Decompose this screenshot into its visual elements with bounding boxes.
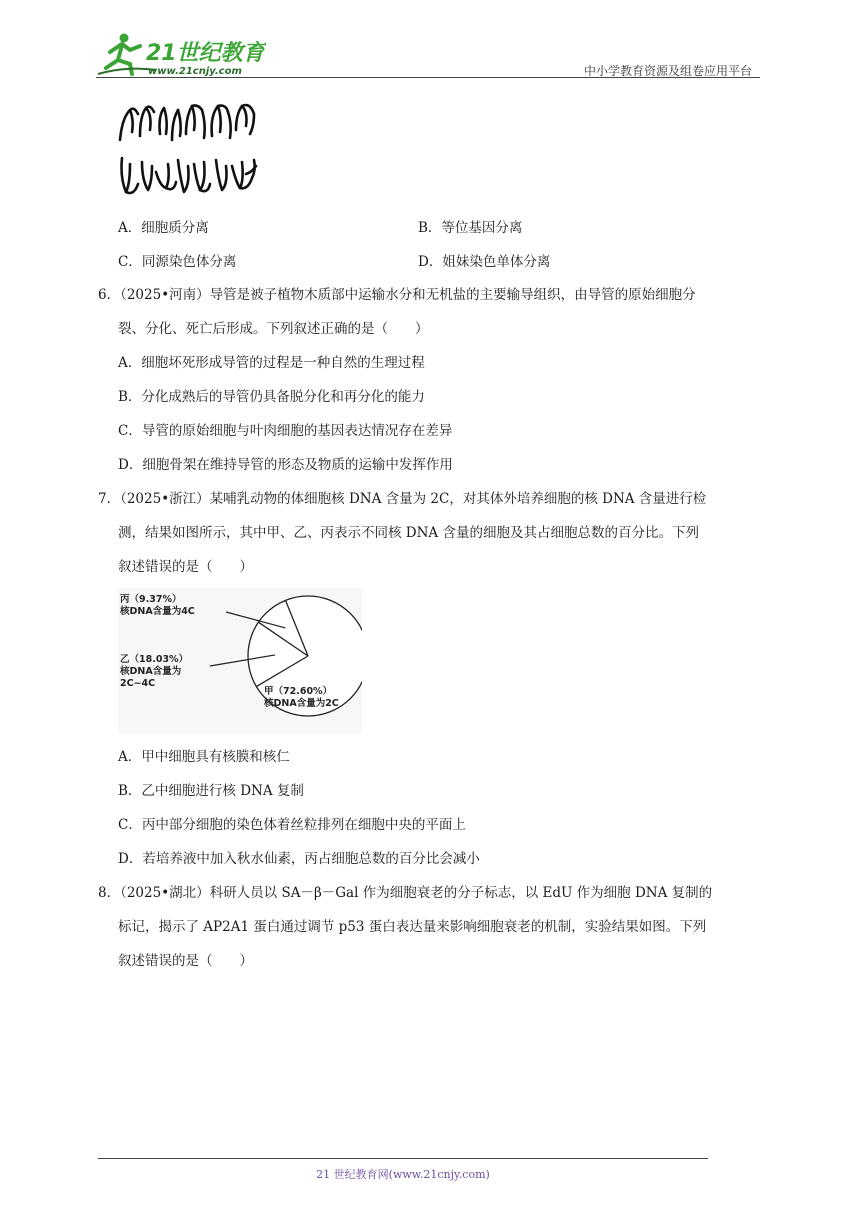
q5-option-a: A．细胞质分离 xyxy=(118,220,209,236)
q7-option-d: D．若培养液中加入秋水仙素，丙占细胞总数的百分比会减小 xyxy=(118,851,480,867)
q6-stem-line2: 裂、分化、死亡后形成。下列叙述正确的是（ ） xyxy=(118,321,429,337)
label-yi-line2: 核DNA含量为 xyxy=(120,666,182,677)
svg-text:www.21cnjy.com: www.21cnjy.com xyxy=(148,66,242,77)
platform-name: 中小学教育资源及组卷应用平台 xyxy=(583,64,752,78)
q6-stem-line1: 6．（2025•河南）导管是被子植物木质部中运输水分和无机盐的主要输导组织，由导管的原始细胞分 xyxy=(98,287,696,303)
logo-graphic xyxy=(96,30,266,78)
chromosome-figure xyxy=(116,100,261,200)
label-bing-line1: 丙（9.37%） xyxy=(120,594,182,605)
q5-option-d: D．姐妹染色单体分离 xyxy=(418,254,551,270)
q6-option-d: D．细胞骨架在维持导管的形态及物质的运输中发挥作用 xyxy=(118,457,453,473)
label-bing xyxy=(120,594,195,618)
q5-option-b: B．等位基因分离 xyxy=(418,220,523,236)
q8-stem-line2: 标记，揭示了 AP2A1 蛋白通过调节 p53 蛋白表达量来影响细胞衰老的机制，实验结果如图。下列 xyxy=(118,919,707,935)
q7-option-a: A．甲中细胞具有核膜和核仁 xyxy=(118,749,290,765)
q6-option-c: C．导管的原始细胞与叶肉细胞的基因表达情况存在差异 xyxy=(118,423,453,439)
label-yi-line3: 2C~4C xyxy=(120,678,156,689)
chromosome-drawing xyxy=(116,100,261,200)
page-header xyxy=(96,30,760,80)
q7-option-c: C．丙中部分细胞的染色体着丝粒排列在细胞中央的平面上 xyxy=(118,817,466,833)
header-divider xyxy=(96,77,760,78)
q7-stem-line2: 测，结果如图所示，其中甲、乙、丙表示不同核 DNA 含量的细胞及其占细胞总数的百分比。下列 xyxy=(118,525,699,541)
dna-content-pie-chart xyxy=(118,588,362,734)
q7-option-b: B．乙中细胞进行核 DNA 复制 xyxy=(118,783,304,799)
footer-text: 21 世纪教育网(www.21cnjy.com) xyxy=(316,1168,490,1181)
label-jia xyxy=(264,686,339,710)
q7-stem-line1: 7．（2025•浙江）某哺乳动物的体细胞核 DNA 含量为 2C，对其体外培养细胞的核 DNA 含量进行检 xyxy=(98,491,707,507)
label-jia-line2: 核DNA含量为2C xyxy=(264,698,339,709)
label-yi-line1: 乙（18.03%） xyxy=(120,654,189,665)
logo xyxy=(96,30,266,78)
q5-option-c: C．同源染色体分离 xyxy=(118,254,237,270)
q7-stem-line3: 叙述错误的是（ ） xyxy=(118,559,253,575)
label-bing-line2: 核DNA含量为4C xyxy=(120,606,195,617)
q8-stem-line1: 8．（2025•湖北）科研人员以 SA－β－Gal 作为细胞衰老的分子标志，以 EdU 作为细胞 DNA 复制的 xyxy=(98,885,713,901)
q6-option-a: A．细胞坏死形成导管的过程是一种自然的生理过程 xyxy=(118,355,425,371)
q8-stem-line3: 叙述错误的是（ ） xyxy=(118,953,253,969)
svg-text:21世纪教育: 21世纪教育 xyxy=(146,41,265,66)
label-yi xyxy=(120,654,188,690)
label-jia-line1: 甲（72.60%） xyxy=(264,686,333,697)
q6-option-b: B．分化成熟后的导管仍具备脱分化和再分化的能力 xyxy=(118,389,425,405)
footer-divider xyxy=(98,1158,708,1159)
